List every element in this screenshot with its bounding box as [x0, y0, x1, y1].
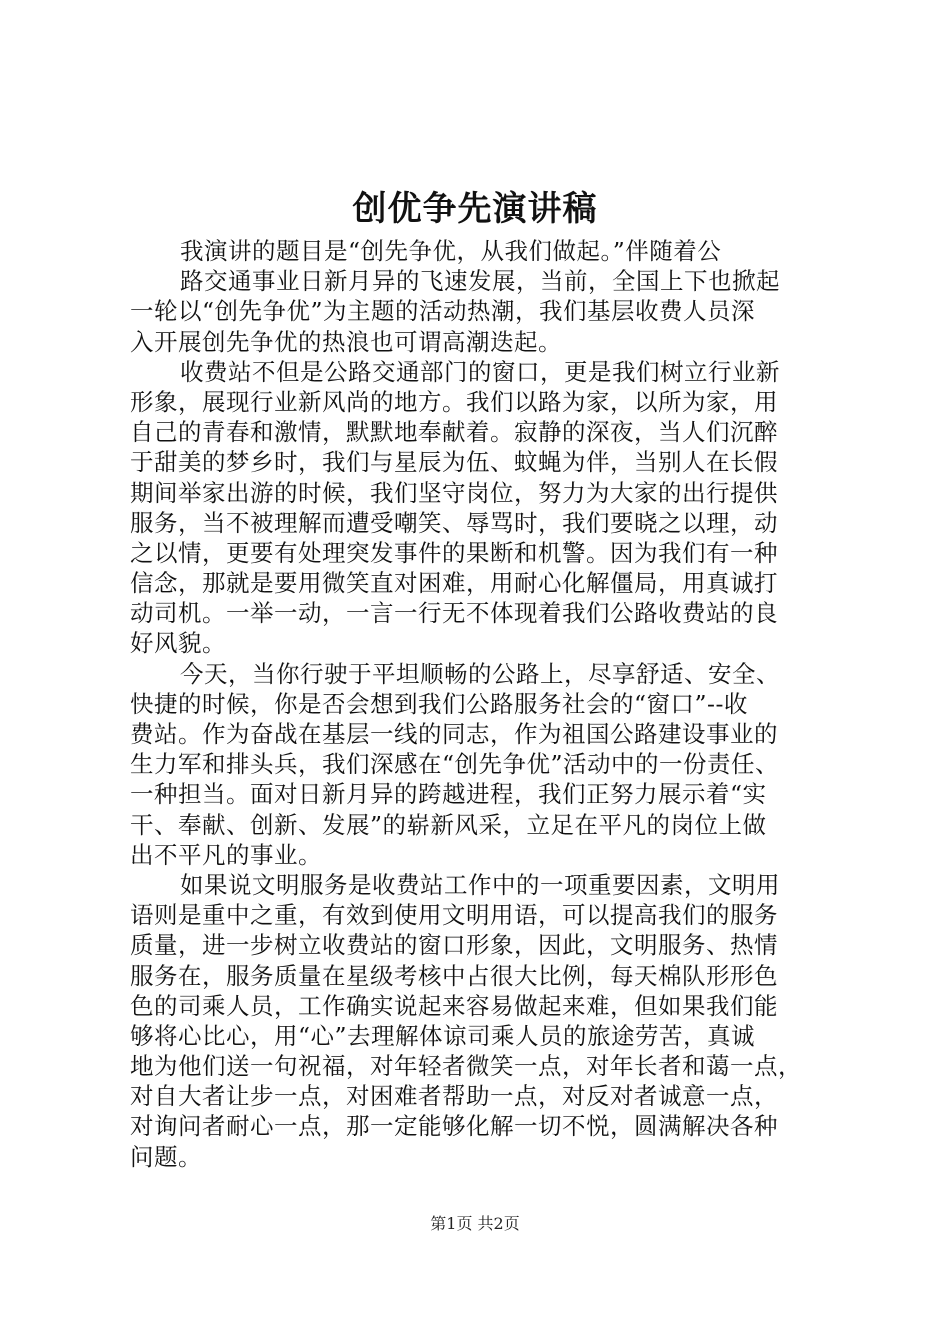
body-line: 地为他们送一句祝福，对年轻者微笑一点，对年长者和蔼一点，: [130, 1052, 802, 1081]
body-line: 语则是重中之重，有效到使用文明用语，可以提高我们的服务: [130, 901, 778, 930]
document-body: [130, 236, 830, 1172]
body-line: 快捷的时候，你是否会想到我们公路服务社会的“窗口”--收: [130, 689, 748, 718]
body-line: 于甜美的梦乡时，我们与星辰为伍、蚊蝇为伴，当别人在长假: [130, 448, 778, 477]
body-line: 够将心比心，用“心”去理解体谅司乘人员的旅途劳苦，真诚: [130, 1021, 756, 1050]
body-line: 形象，展现行业新风尚的地方。我们以路为家，以所为家，用: [130, 387, 778, 416]
body-line: 服务在，服务质量在星级考核中占很大比例，每天棉队形形色: [130, 961, 778, 990]
body-line: 动司机。一举一动，一言一行无不体现着我们公路收费站的良: [130, 599, 778, 628]
body-line: 我演讲的题目是“创先争优，从我们做起。”伴随着公: [180, 237, 722, 265]
body-line: 对自大者让步一点，对困难者帮助一点，对反对者诚意一点，: [130, 1082, 778, 1111]
body-line: 今天，当你行驶于平坦顺畅的公路上，尽享舒适、安全、: [180, 659, 780, 688]
body-line: 如果说文明服务是收费站工作中的一项重要因素，文明用: [180, 870, 780, 899]
body-line: 干、奉献、创新、发展”的崭新风采，立足在平凡的岗位上做: [130, 810, 767, 839]
body-line: 生力军和排头兵，我们深感在“创先争优”活动中的一份责任、: [130, 750, 780, 779]
body-line: 费站。作为奋战在基层一线的同志，作为祖国公路建设事业的: [130, 720, 778, 748]
body-line: 好风貌。: [130, 629, 226, 658]
body-line: 出不平凡的事业。: [130, 840, 322, 869]
body-line: 一种担当。面对日新月异的跨越进程，我们正努力展示着“实: [130, 780, 767, 809]
body-line: 路交通事业日新月异的飞速发展，当前，全国上下也掀起: [180, 267, 780, 296]
body-line: 信念，那就是要用微笑直对困难，用耐心化解僵局，用真诚打: [130, 569, 778, 598]
document-title: 创优争先演讲稿: [352, 189, 598, 229]
body-line: 质量，进一步树立收费站的窗口形象，因此，文明服务、热情: [130, 931, 778, 960]
body-line: 问题。: [130, 1142, 202, 1171]
body-line: 一轮以“创先争优”为主题的活动热潮，我们基层收费人员深: [130, 297, 756, 326]
body-line: 对询问者耐心一点，那一定能够化解一切不悦，圆满解决各种: [130, 1112, 778, 1141]
body-line: 之以情，更要有处理突发事件的果断和机警。因为我们有一种: [130, 538, 778, 567]
body-line: 自己的青春和激情，默默地奉献着。寂静的深夜，当人们沉醉: [130, 418, 778, 447]
body-line: 色的司乘人员，工作确实说起来容易做起来难，但如果我们能: [130, 991, 778, 1020]
body-line: 服务，当不被理解而遭受嘲笑、辱骂时，我们要晓之以理，动: [130, 508, 778, 537]
body-line: 入开展创先争优的热浪也可谓高潮迭起。: [130, 327, 562, 356]
body-line: 收费站不但是公路交通部门的窗口，更是我们树立行业新: [180, 357, 780, 386]
body-line: 期间举家出游的时候，我们坚守岗位，努力为大家的出行提供: [130, 478, 778, 507]
page-footer: 第1页 共2页: [430, 1214, 520, 1233]
